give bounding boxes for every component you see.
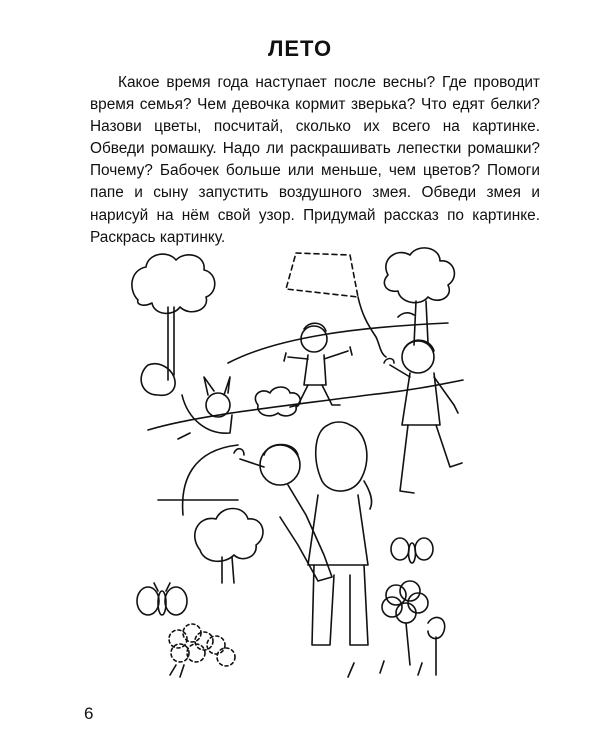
page-number: 6 [84, 704, 94, 723]
page-title: ЛЕТО [267, 36, 333, 61]
summer-illustration [118, 245, 478, 697]
mother-with-child [158, 422, 372, 645]
butterfly-right [391, 538, 433, 563]
bush-large [195, 509, 263, 584]
task-text [90, 72, 540, 249]
boy-big [384, 340, 462, 493]
bush-small [255, 387, 300, 416]
flowers-bottom-right [382, 581, 445, 675]
butterfly-left [137, 583, 187, 615]
left-tree [132, 254, 215, 380]
grass [170, 661, 422, 677]
task-paragraph: Какое время года наступает после весны? Где проводит время семья? Чем девочка кормит зверька? Что едят белки? Назови цветы, посчитай, сколько их всего на картинке. Обведи ромашку. Надо ли раскрашивать лепестки ромашки? Почему? Бабочек больше или меньше, чем цветов? Помоги папе и сыну запустить воздушного змея. Обведи змея и нарисуй на нём свой узор. Придумай рассказ по картинке. Раскрась картинку. [90, 74, 540, 246]
right-tree [384, 248, 454, 345]
flowers-bottom-left [169, 624, 235, 666]
